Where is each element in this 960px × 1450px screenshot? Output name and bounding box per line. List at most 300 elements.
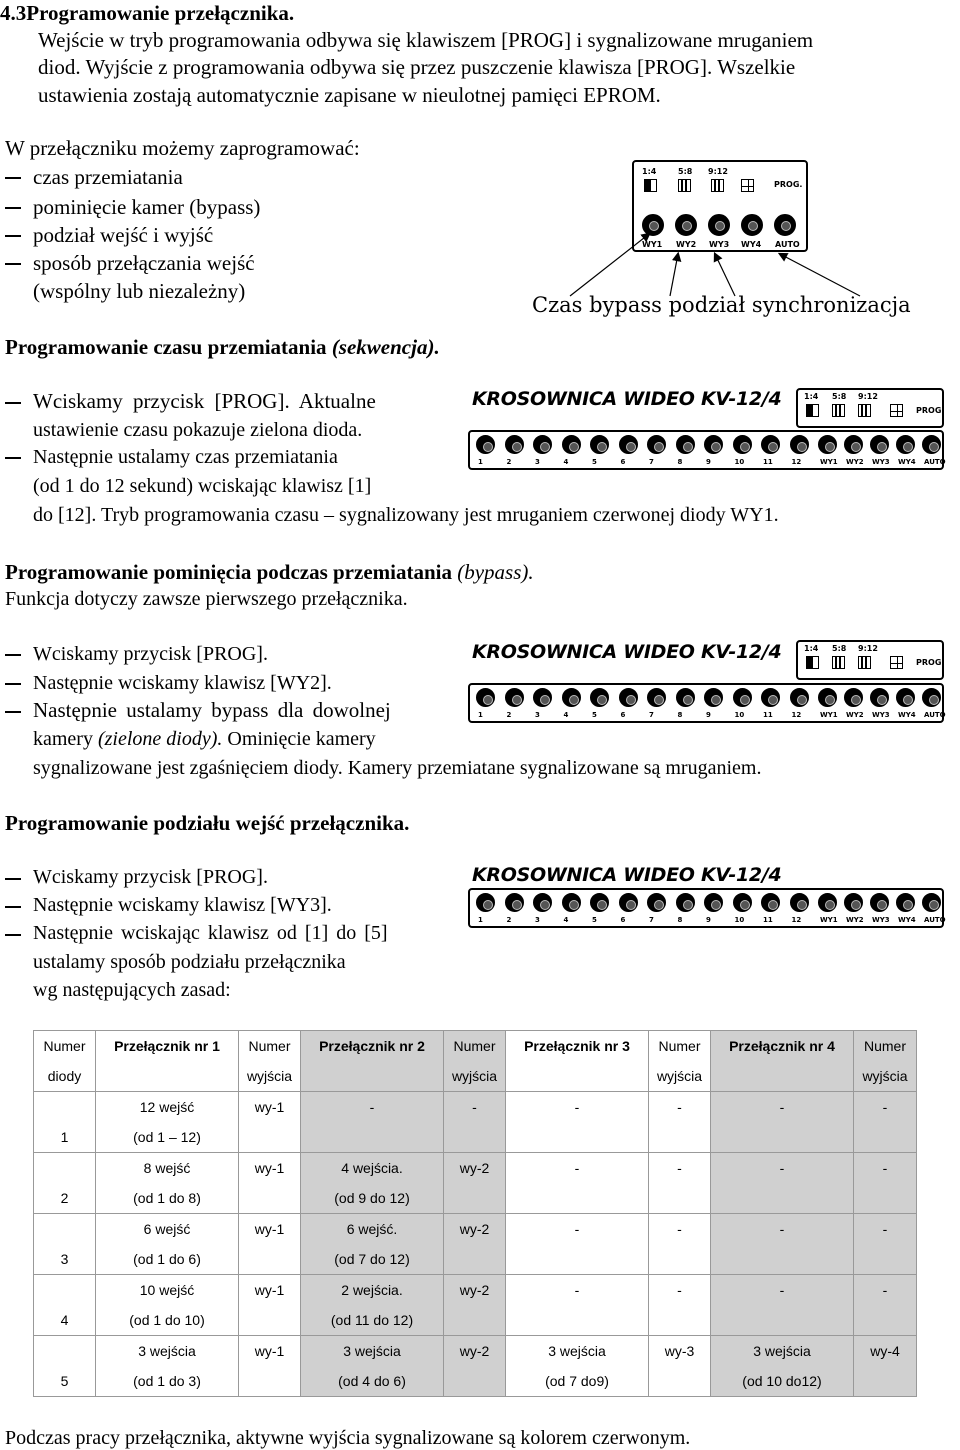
bypass-step-3c: sygnalizowane jest zgaśnięciem diody. Kamery przemiatane sygnalizowane są mruganiem. [33,757,762,779]
mode-label: 5:8 [678,167,693,176]
header-text: diody [47,1068,82,1084]
input-button[interactable] [647,435,666,454]
button-label: AUTO [924,711,946,719]
footer-note: Podczas pracy przełącznika, aktywne wyjścia sygnalizowane są kolorem czerwonym. [5,1427,691,1449]
intro-line-3: ustawienia zostają automatycznie zapisane w nieulotnej pamięci EPROM. [38,83,661,107]
table-cell [301,1336,444,1397]
button-label: WY4 [898,916,916,924]
dash-bullet [5,402,21,404]
cell-text: (od 1 do 6) [133,1251,201,1267]
cell-text [506,1122,648,1152]
cell-text: 3 wejścia [548,1343,606,1359]
input-button[interactable] [590,435,609,454]
cell-text [239,1244,300,1274]
cell-text: - [779,1282,785,1298]
table-header-row [34,1031,917,1092]
dash-bullet [5,934,21,936]
dash-bullet [5,683,21,685]
header-text: wyjścia [246,1068,293,1084]
sweep-step-1a: Wciskamy przycisk [PROG]. Aktualne [33,389,376,413]
mode-label: 1:4 [804,392,819,401]
cell-text: (od 9 do 12) [334,1190,410,1206]
output-button[interactable] [818,435,837,454]
cell-text: 10 wejść [139,1282,195,1298]
table-cell [854,1214,917,1275]
button-label: WY2 [846,916,864,924]
cell-text [444,1183,505,1213]
button-label: AUTO [924,458,946,466]
button-label: 9 [706,916,711,924]
list-item: pominięcie kamer (bypass) [33,195,261,219]
header-text [301,1061,443,1091]
input-button[interactable] [533,435,552,454]
cell-text [506,1183,648,1213]
header-text: Numer [248,1038,291,1054]
button-label: 11 [763,916,773,924]
cell-text: - [574,1221,580,1237]
cell-text: (od 1 do 3) [133,1373,201,1389]
cell-text: wy-1 [254,1099,285,1115]
bypass-heading-note: (bypass). [457,560,534,584]
button-label: 6 [620,916,626,924]
input-button[interactable] [619,893,638,912]
cell-text: wy-1 [254,1282,285,1298]
mode-label: 9:12 [858,392,878,401]
table-cell [649,1275,711,1336]
input-button[interactable] [562,435,581,454]
mode-indicator-icon [806,404,819,417]
button-label: 12 [791,711,802,719]
mode-indicator-icon [832,404,845,417]
bypass-subtitle: Funkcja dotyczy zawsze pierwszego przełącznika. [5,588,408,610]
intro-line-1: Wejście w tryb programowania odbywa się klawiszem [PROG] i sygnalizowane mruganiem [38,28,814,52]
cell-text: - [677,1282,682,1298]
diode-number: 3 [60,1251,69,1267]
bypass-heading-main: Programowanie pominięcia podczas przemiatania [5,560,458,584]
dash-bullet [5,878,21,880]
cell-text: - [677,1221,682,1237]
table-cell [301,1092,444,1153]
mode-indicator-icon [858,404,871,417]
cell-spacer [34,1214,95,1244]
cell-text: - [369,1099,375,1115]
bypass-step-3b-text: kamery [33,728,98,750]
mode-indicator-icon [644,179,657,192]
table-cell [649,1153,711,1214]
panel-mode-box [796,388,944,428]
table-cell [506,1336,649,1397]
split-heading: Programowanie podziału wejść przełącznika. [5,811,410,835]
output-button[interactable] [896,893,915,912]
button-label: 6 [620,711,626,719]
cell-text: 8 wejść [143,1160,191,1176]
prog-label: PROG [916,406,942,415]
cell-text: (od 1 do 8) [133,1190,201,1206]
header-text: Numer [43,1038,86,1054]
output-button[interactable] [818,688,837,707]
cell-text: wy-1 [254,1160,285,1176]
table-cell [711,1336,854,1397]
input-button[interactable] [761,435,780,454]
mode-indicator-icon [858,656,871,669]
bypass-step-3b-note: (zielone diody). [97,728,223,750]
cell-text [506,1305,648,1335]
diode-number-cell [34,1153,96,1214]
dash-bullet [5,654,21,656]
cell-text: 2 wejścia. [341,1282,403,1298]
diagram-caption: Czas bypass podział synchronizacja [532,293,911,317]
cell-text: - [472,1099,477,1115]
input-button[interactable] [704,435,723,454]
table-cell [506,1092,649,1153]
panel-button-row [468,888,944,928]
diode-number-cell [34,1336,96,1397]
input-button[interactable] [761,688,780,707]
cell-spacer [34,1092,95,1122]
button-label: WY3 [709,240,730,249]
header-text: Numer [658,1038,701,1054]
cell-text: - [882,1221,888,1237]
output-button[interactable] [922,893,941,912]
diode-number: 5 [60,1373,69,1389]
cell-text: (od 1 – 12) [133,1129,201,1145]
table-cell [854,1336,917,1397]
input-button[interactable] [704,893,723,912]
dash-bullet [5,906,21,908]
cell-text [649,1366,710,1396]
input-button[interactable] [590,688,609,707]
table-cell [444,1153,506,1214]
diode-number: 2 [60,1190,69,1206]
table-cell [96,1275,239,1336]
input-button[interactable] [505,435,524,454]
cell-text [239,1183,300,1213]
output-button[interactable] [896,435,915,454]
cell-text: - [574,1160,580,1176]
button-label: WY1 [820,711,838,719]
panel-button-row [468,430,944,470]
cell-text: wy-2 [459,1343,490,1359]
table-cell [444,1275,506,1336]
list-item: (wspólny lub niezależny) [33,279,246,303]
input-button[interactable] [533,688,552,707]
output-button[interactable] [818,893,837,912]
cell-text: wy-3 [664,1343,695,1359]
button-label: 5 [592,458,597,466]
table-header-cell [34,1031,96,1092]
cell-text: (od 10 do12) [742,1373,822,1389]
section-title: Programowanie przełącznika. [26,1,295,25]
cell-text: wy-2 [459,1221,490,1237]
table-row [34,1336,917,1397]
split-step-2: Następnie wciskamy klawisz [WY3]. [33,894,332,916]
table-row [34,1275,917,1336]
table-row [34,1153,917,1214]
button-label: 8 [677,916,683,924]
table-cell [239,1275,301,1336]
table-cell [239,1214,301,1275]
prog-label: PROG [916,658,942,667]
cell-text: wy-2 [459,1282,490,1298]
input-button[interactable] [761,893,780,912]
button-label: 12 [791,458,802,466]
split-step-1: Wciskamy przycisk [PROG]. [33,866,268,888]
input-button[interactable] [476,435,495,454]
bypass-step-3b-tail: Ominięcie kamery [222,728,376,750]
table-cell [301,1275,444,1336]
input-button[interactable] [733,688,752,707]
table-cell [96,1214,239,1275]
cell-text [854,1244,916,1274]
input-button[interactable] [505,688,524,707]
button-label: 2 [506,458,512,466]
button-label: 4 [563,711,569,719]
output-button[interactable] [870,688,889,707]
table-header-cell [506,1031,649,1092]
panel-button-row [468,683,944,723]
cell-text: - [677,1099,682,1115]
cell-text [711,1183,853,1213]
input-button[interactable] [619,688,638,707]
button-label: WY1 [642,240,663,249]
header-text [96,1061,238,1091]
table-cell [854,1092,917,1153]
split-rules-table [33,1030,917,1397]
button-label: WY2 [676,240,697,249]
table-cell [301,1214,444,1275]
mode-indicator-icon [678,179,691,192]
button-label: 10 [734,916,745,924]
table-cell [854,1153,917,1214]
button-label: 3 [535,916,540,924]
output-button[interactable] [844,435,863,454]
button-label: WY4 [898,711,916,719]
bypass-step-1: Wciskamy przycisk [PROG]. [33,643,268,665]
prog-label: PROG. [774,180,803,189]
sweep-step-2c: do [12]. Tryb programowania czasu – sygnalizowany jest mruganiem czerwonej diody WY1. [33,504,779,526]
cell-text: - [574,1282,580,1298]
header-text: Przełącznik nr 4 [729,1038,835,1054]
cell-text: (od 4 do 6) [338,1373,406,1389]
cell-text: - [779,1221,785,1237]
cell-text [444,1366,505,1396]
input-button[interactable] [562,688,581,707]
cell-text [649,1122,710,1152]
header-text: Przełącznik nr 3 [524,1038,630,1054]
mode-indicator-icon [890,404,903,417]
cell-spacer [34,1275,95,1305]
input-button[interactable] [676,435,695,454]
cell-text [711,1122,853,1152]
table-cell [506,1153,649,1214]
dash-bullet [5,711,21,713]
table-cell [96,1153,239,1214]
cell-text [506,1244,648,1274]
sweep-heading-note: (sekwencja). [331,335,440,359]
cell-text [649,1305,710,1335]
cell-text: wy-1 [254,1221,285,1237]
input-button[interactable] [733,435,752,454]
panel-mode-box [796,640,944,680]
button-label: 11 [763,711,773,719]
output-button[interactable] [844,893,863,912]
button-label: 3 [535,711,540,719]
bypass-step-3b [33,728,376,750]
output-button[interactable] [922,435,941,454]
split-step-3c: wg następujących zasad: [33,979,231,1001]
button-label: WY1 [820,916,838,924]
cell-text: 3 wejścia [343,1343,401,1359]
cell-text [301,1122,443,1152]
table-header-cell [649,1031,711,1092]
button-label: 4 [563,916,569,924]
diagram-arrows [530,230,950,300]
button-label: WY4 [898,458,916,466]
sweep-step-1b: ustawienie czasu pokazuje zielona dioda. [33,419,363,441]
button-label: WY1 [820,458,838,466]
button-label: 2 [506,916,512,924]
cell-text: wy-1 [254,1343,285,1359]
cell-text: (od 7 do 12) [334,1251,410,1267]
button-label: 1 [478,916,483,924]
table-header-cell [239,1031,301,1092]
cell-text [239,1305,300,1335]
bypass-step-2: Następnie wciskamy klawisz [WY2]. [33,672,332,694]
header-text [506,1061,648,1091]
input-button[interactable] [562,893,581,912]
input-button[interactable] [476,893,495,912]
table-cell [444,1336,506,1397]
button-label: 6 [620,458,626,466]
cell-text: 4 wejścia. [341,1160,403,1176]
output-button[interactable] [870,435,889,454]
output-button[interactable] [922,688,941,707]
table-cell [444,1214,506,1275]
input-button[interactable] [676,688,695,707]
button-label: 9 [706,711,711,719]
table-cell [649,1092,711,1153]
button-label: 8 [677,458,683,466]
diode-number: 1 [60,1129,69,1145]
table-cell [854,1275,917,1336]
bypass-heading [5,561,534,583]
output-button[interactable] [870,893,889,912]
mode-indicator-icon [741,179,754,192]
button-label: WY2 [846,458,864,466]
section-number: 4.3 [0,1,27,25]
sweep-step-2b: (od 1 do 12 sekund) wciskając klawisz [1] [33,475,372,497]
input-button[interactable] [590,893,609,912]
cell-text: 12 wejść [139,1099,195,1115]
table-cell [239,1092,301,1153]
cell-text [444,1305,505,1335]
button-label: 1 [478,711,483,719]
cell-text [239,1122,300,1152]
table-header-cell [444,1031,506,1092]
header-text: wyjścia [862,1068,908,1084]
cell-text: (od 7 do9) [545,1373,609,1389]
input-button[interactable] [476,688,495,707]
list-item: podział wejść i wyjść [33,223,214,247]
button-label: 2 [506,711,512,719]
table-cell [506,1275,649,1336]
input-button[interactable] [647,688,666,707]
dash-bullet [5,457,21,459]
list-item: czas przemiatania [33,165,183,189]
button-label: WY4 [741,240,762,249]
input-button[interactable] [505,893,524,912]
split-step-3a: Następnie wciskając klawisz od [1] do [5] [33,922,388,944]
table-cell [649,1214,711,1275]
diode-number-cell [34,1214,96,1275]
mode-label: 9:12 [708,167,728,176]
button-label: 5 [592,711,597,719]
cell-spacer [34,1336,95,1366]
button-label: WY3 [872,711,890,719]
cell-text: - [677,1160,682,1176]
input-button[interactable] [704,688,723,707]
list-intro: W przełączniku możemy zaprogramować: [5,136,360,160]
table-cell [239,1336,301,1397]
cell-text [649,1183,710,1213]
output-button[interactable] [896,688,915,707]
sweep-heading-main: Programowanie czasu przemiatania [5,335,332,359]
cell-text: - [882,1099,888,1115]
button-label: 3 [535,458,540,466]
list-item: sposób przełączania wejść [33,251,255,275]
table-header-cell [711,1031,854,1092]
button-label: 7 [649,711,654,719]
bypass-step-3a: Następnie ustalamy bypass dla dowolnej [33,698,391,722]
table-cell [301,1153,444,1214]
sweep-step-2a: Następnie ustalamy czas przemiatania [33,446,338,468]
table-cell [711,1153,854,1214]
mode-label: 1:4 [804,644,819,653]
cell-text [239,1366,300,1396]
output-button[interactable] [844,688,863,707]
cell-text: 6 wejść [143,1221,191,1237]
input-button[interactable] [733,893,752,912]
button-label: 7 [649,916,654,924]
mode-indicator-icon [890,656,903,669]
header-text: wyjścia [656,1068,703,1084]
table-cell [649,1336,711,1397]
table-header-cell [96,1031,239,1092]
cell-text: 3 wejścia [138,1343,196,1359]
input-button[interactable] [790,688,809,707]
cell-text [854,1305,916,1335]
input-button[interactable] [676,893,695,912]
input-button[interactable] [619,435,638,454]
diode-number-cell [34,1275,96,1336]
input-button[interactable] [790,435,809,454]
cell-text: (od 11 do 12) [330,1312,414,1328]
input-button[interactable] [533,893,552,912]
header-text: wyjścia [451,1068,498,1084]
cell-text [711,1244,853,1274]
table-cell [711,1092,854,1153]
dash-bullet [5,207,21,209]
input-button[interactable] [647,893,666,912]
cell-text: 6 wejść. [346,1221,398,1237]
input-button[interactable] [790,893,809,912]
sweep-heading [5,336,440,358]
dash-bullet [5,235,21,237]
mode-indicator-icon [806,656,819,669]
button-label: 12 [791,916,802,924]
cell-spacer [34,1153,95,1183]
mode-label: 5:8 [832,392,847,401]
